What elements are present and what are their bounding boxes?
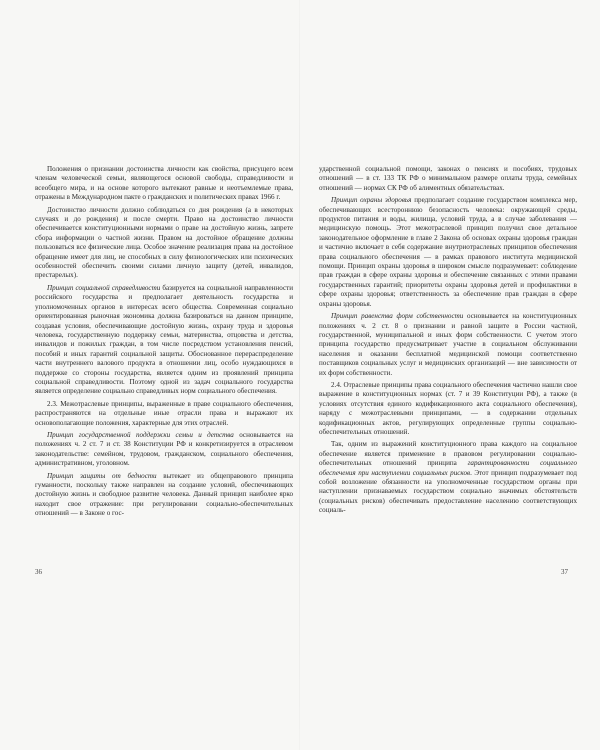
paragraph <box>319 381 577 437</box>
italic-term: Принцип равенства форм собственности <box>331 312 464 321</box>
italic-term: Принцип охраны здоровья <box>331 196 412 205</box>
paragraph <box>35 206 293 281</box>
paragraph <box>319 196 577 309</box>
right-page-number: 37 <box>561 568 568 576</box>
right-page-text <box>319 165 577 516</box>
left-page-text <box>35 165 293 519</box>
paragraph <box>35 284 293 397</box>
page-gutter <box>299 0 300 750</box>
text-run: Положения о признании достоинства личности как свойства, присущего всем членам человеческой семьи, являющегося основой свободы, справедливости и всеобщего мира, и на основе которого вытекают равные и неотъемлемые права, отражены в Международном пакте о гражданских и политических правах 1966 г. <box>35 165 293 202</box>
italic-term: гарантированности социального обеспечения при наступлении социальных рисков <box>319 459 577 477</box>
text-run: предполагает создание государством комплекса мер, обеспечивающих всестороннюю безопасность человека: окружающей среды, продуктов питания и воды, жилища, условий труда, а в случае заболевания — медицинскую помощь. Этот межотраслевой принцип получил свое детальное законодательное оформление в главе 2 Закона об основах охраны здоровья граждан и частично включает в себя содержание внутриотраслевых принципов обеспечения права социального обеспечения — в рамках правового института медицинской помощи. Принцип охраны здоровья в широком смысле подразумевает: соблюдение прав граждан в сфере охраны здоровья и обеспечение связанных с этими правами государственных гарантий; приоритеты охраны здоровья детей и профилактики в сфере охраны здоровья; ответственность за обеспечение прав граждан в сфере охраны здоровья. <box>319 196 578 308</box>
text-run: вытекает из общеправового принципа гуманности, поскольку также направлен на создание условий, обеспечивающих достойную жизнь и свободное развитие человека. Данный принцип наиболее ярко находит свое отражение: при регулировании социально-обеспечительных отношений — в Законе о гос- <box>35 471 293 518</box>
text-run: Так, одним из выражений конституционного права каждого на социальное обеспечение является применение в правовом регулировании социально-обеспечительных отношений принципа <box>319 440 577 468</box>
text-run: основывается на конституционных положениях ч. 2 ст. 8 о признании и равной защите в России частной, государственной, муниципальной и иных форм собственности. С учетом этого принципа государство предусматривает участие в социальном обслуживании населения и оказании бесплатной медицинской помощи соответственно поставщиков социальных услуг и медицинских организаций — вне зависимости от их форм собственности. <box>319 312 577 377</box>
text-run: Достоинство личности должно соблюдаться со дня рождения (а в некоторых случаях и до рождения) и после смерти. Право на достоинство личности обеспечивается конституционными нормами о праве на достойную жизнь, запрете сбора информации о частной жизни. Правом на достойное обращение должны пользоваться все физические лица. Особое значение реализация права на достойное обращение имеет для лиц, не способных в силу физиологических или психических особенностей обеспечить своими силами личную защиту (детей, инвалидов, престарелых). <box>35 205 293 280</box>
text-run: 2.4. Отраслевые принципы права социального обеспечения частично нашли свое выражение в конституционных нормах (ст. 7 и 39 Конституции РФ), а также (в условиях отсутствия единого кодификационного акта социального обеспечения), наряду с межотраслевыми принципами, — в содержании отдельных кодификационных актов, регулирующих определенные группы социально-обеспечительных отношений. <box>319 380 577 436</box>
italic-term: Принцип социальной справедливости <box>47 283 161 292</box>
text-run: основывается на положениях ч. 2 ст. 7 и ст. 38 Конституции РФ и конкретизируется в отраслевом законодательстве: семейном, трудовом, гражданском, социального обеспечения, административном, уголовном. <box>35 430 293 468</box>
left-page-number: 36 <box>35 568 42 576</box>
paragraph <box>319 440 577 515</box>
paragraph <box>35 400 293 428</box>
text-run: ударственной социальной помощи, законах о пенсиях и пособиях, трудовых отношений — в ст. 133 ТК РФ о минимальном размере оплаты труда, семейных отношений — нормах СК РФ об алиментных обязательствах. <box>319 165 577 192</box>
text-run: . Этот принцип подразумевает под собой возложение обязанности на уполномоченные государством органы при наступлении признаваемых государством социально значимых обстоятельств (социальных рисков) обеспечивать предоставление населению соответствующих социаль- <box>319 468 577 515</box>
text-run: базируется на социальной направленности российского государства и предполагает деятельность государства и уполномоченных органов в интересах всего общества. Современная социально ориентированная рыночная экономика должна базироваться на данном принципе, создавая условия, обеспечивающие достойную жизнь, охрану труда и здоровья человека, государственную поддержку семьи, материнства, отцовства и детства, инвалидов и пожилых граждан, в том числе посредством установления пенсий, пособий и иных гарантий социальной защиты. Обоснованное перераспределение части внутреннего валового продукта в отношении лиц, особо нуждающихся в поддержке со стороны государства, является одним из проявлений принципа социальной справедливости. Поэтому одной из задач социального государства является определение социально справедливых норм социального обеспечения. <box>35 283 293 396</box>
paragraph <box>35 472 293 519</box>
paragraph <box>319 165 577 193</box>
paragraph <box>35 431 293 469</box>
text-run: 2.3. Межотраслевые принципы, выраженные в праве социального обеспечения, распространяются на отдельные иные отрасли права и выражают их основополагающие положения, характерные для этих отраслей. <box>35 399 293 427</box>
italic-term: Принцип государственной поддержки семьи и детства <box>47 430 234 439</box>
paragraph <box>319 312 577 378</box>
italic-term: Принцип защиты от бедности <box>47 471 157 480</box>
paragraph <box>35 165 293 203</box>
